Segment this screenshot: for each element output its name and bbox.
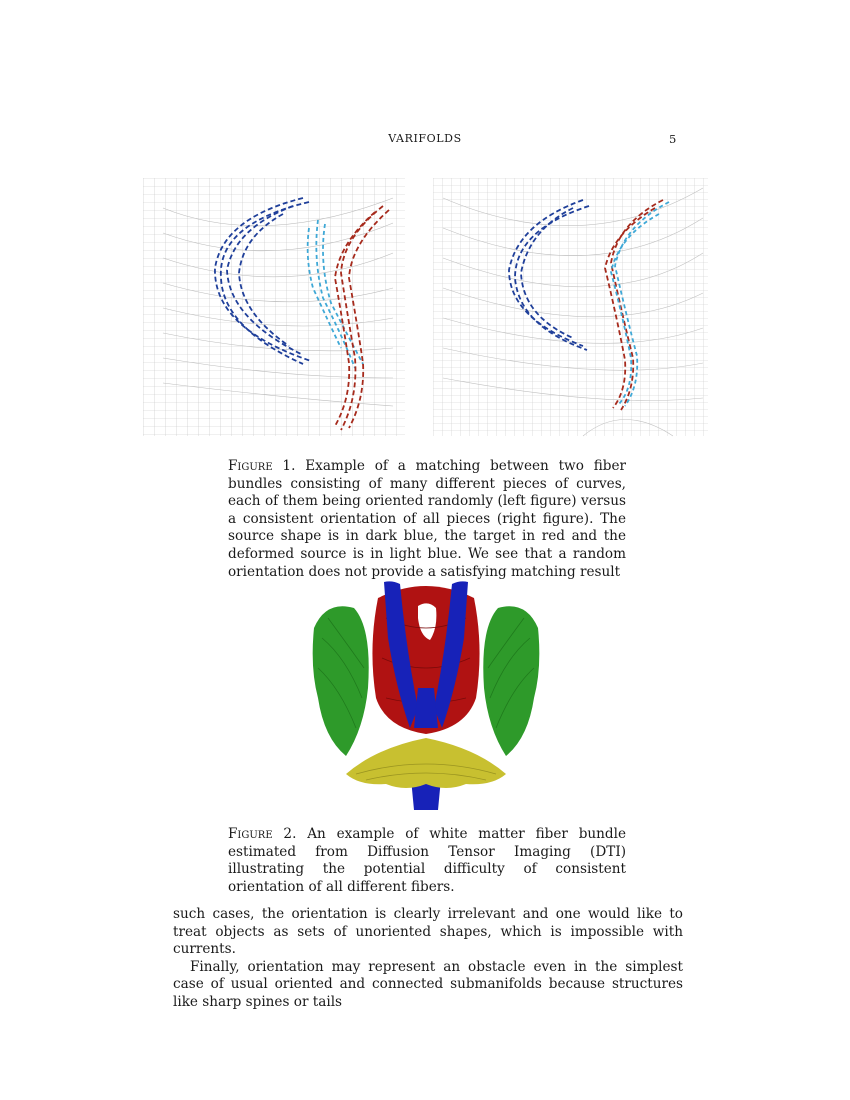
page-number: 5 — [669, 132, 677, 146]
figure-2-caption — [228, 826, 626, 896]
figure-1-right-panel — [433, 178, 708, 436]
figure-2-caption-text: An example of white matter fiber bundle estimated from Diffusion Tensor Imaging (DTI) illustrating the potential difficulty of consistent orientation of all different fibers. — [228, 826, 627, 895]
body-text — [173, 906, 683, 1011]
body-paragraph-2: Finally, orientation may represent an obstacle even in the simplest case of usual oriented and connected submanifolds because structures like sharp spines or tails — [173, 958, 683, 1010]
figure-1 — [143, 178, 708, 440]
running-title: VARIFOLDS — [388, 132, 462, 145]
yellow-fiber-bundle — [346, 738, 506, 788]
figure-1-label: Figure 1. — [228, 458, 296, 474]
figure-1-left-panel — [143, 178, 405, 436]
figure-2-label: Figure 2. — [228, 826, 297, 842]
figure-1-caption — [228, 458, 626, 581]
figure-1-caption-text: Example of a matching between two fiber bundles consisting of many different pieces of curves, each of them being oriented randomly (left figure) versus a consistent orientation of all pieces (right figure). The source shape is in dark blue, the target in red and the deformed source is in light blue. We see that a random orientation does not provide a satisfying matching result — [228, 458, 627, 580]
figure-2 — [306, 578, 546, 818]
figure-1-graphic — [143, 178, 708, 440]
body-paragraph-1: such cases, the orientation is clearly irrelevant and one would like to treat objects as sets of unoriented shapes, which is impossible with currents. — [173, 906, 683, 957]
figure-2-graphic — [306, 578, 546, 814]
